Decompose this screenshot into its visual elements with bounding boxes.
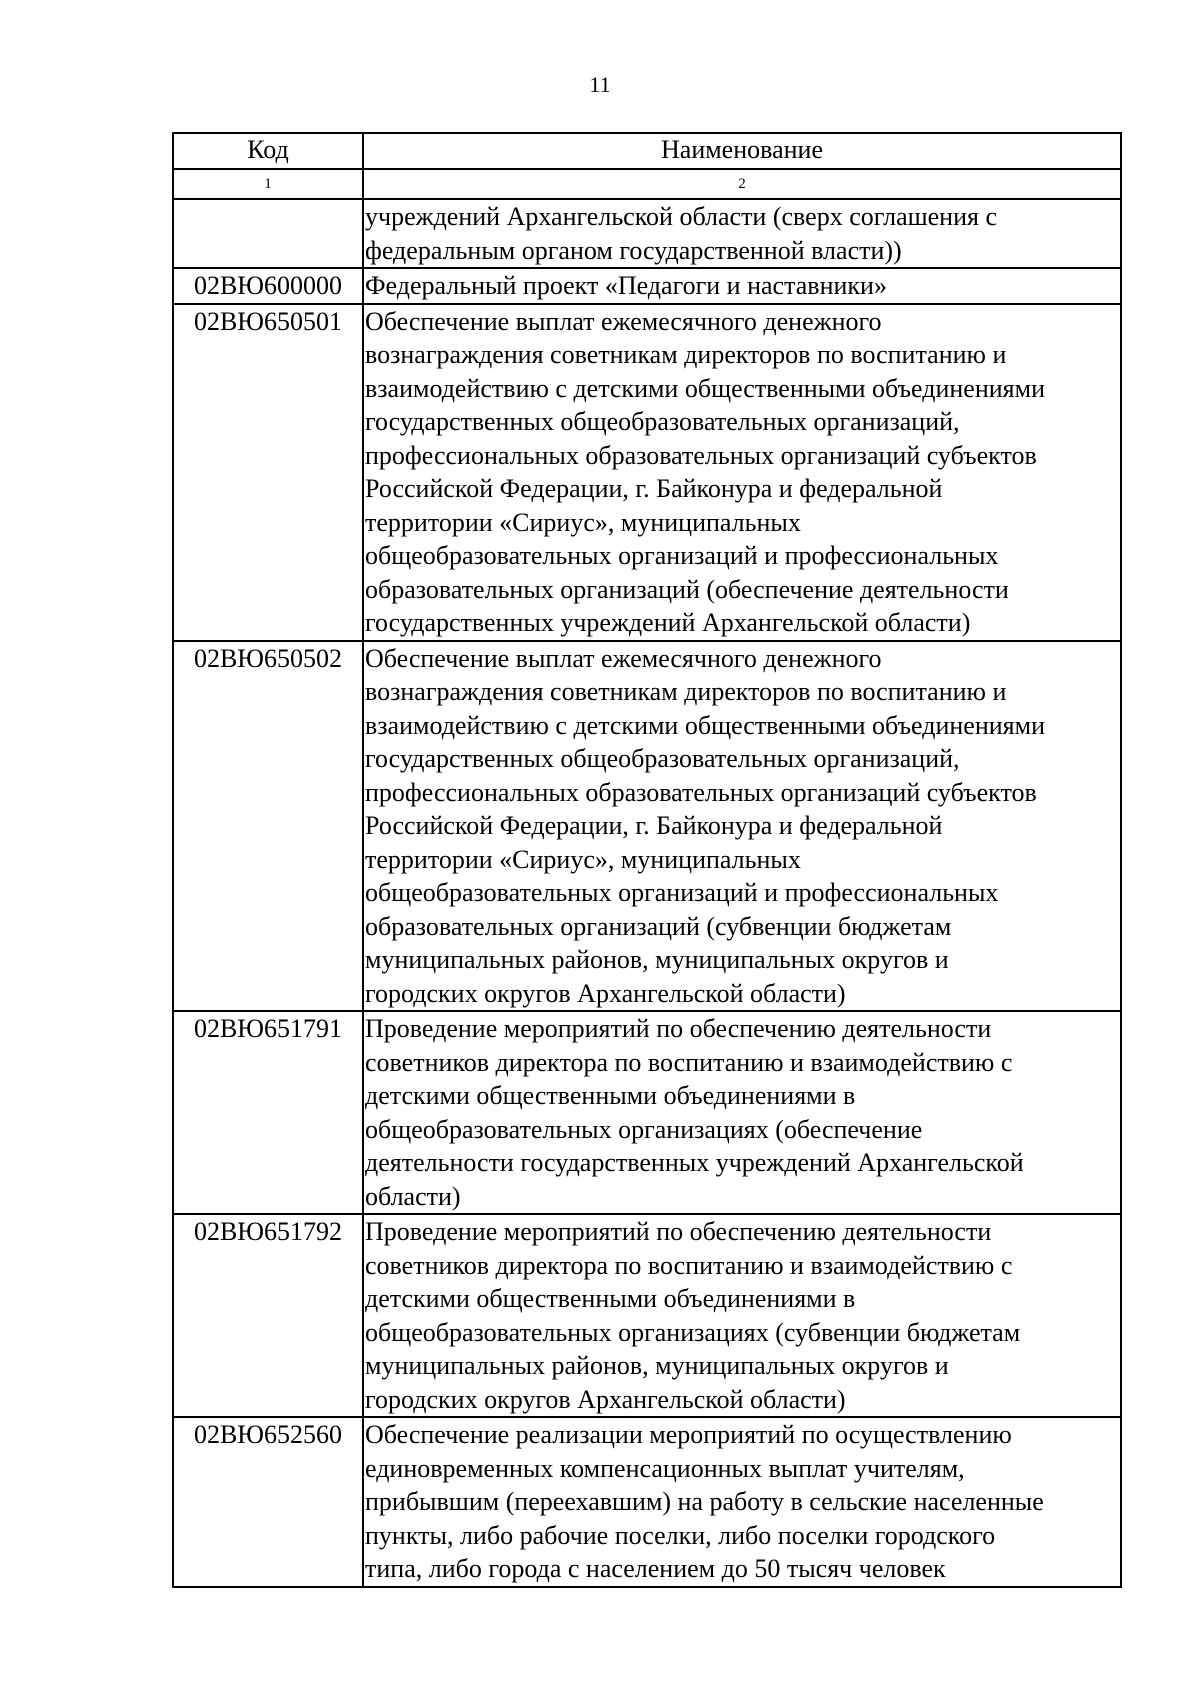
row-code: 02ВЮ651791: [173, 1011, 363, 1214]
row-code: [173, 199, 363, 268]
table-row: [173, 1011, 1121, 1214]
budget-code-table: [172, 132, 1122, 1588]
row-code: 02ВЮ651792: [173, 1214, 363, 1417]
table-row: [173, 268, 1121, 304]
row-code: 02ВЮ600000: [173, 268, 363, 304]
row-name: Обеспечение выплат ежемесячного денежного вознаграждения советникам директоров по воспитанию и взаимодействию с детскими общественными объединениями государственных общеобразовательных организаций, профессиональных образовательных организаций субъектов Российской Федерации, г. Байконура и федеральной территории «Сириус», муниципальных общеобразовательных организаций и профессиональных образовательных организаций (обеспечение деятельности государственных учреждений Архангельской области): [363, 304, 1121, 641]
row-code: 02ВЮ652560: [173, 1417, 363, 1587]
table-row: [173, 1417, 1121, 1587]
row-name: учреждений Архангельской области (сверх соглашения с федеральным органом государственной власти)): [363, 199, 1121, 268]
column-number-name: 2: [363, 169, 1121, 199]
table-row: [173, 641, 1121, 1012]
header-name: Наименование: [363, 133, 1121, 169]
table-row: [173, 304, 1121, 641]
column-number-code: 1: [173, 169, 363, 199]
page-number: 11: [589, 72, 611, 97]
row-name: Проведение мероприятий по обеспечению деятельности советников директора по воспитанию и взаимодействию с детскими общественными объединениями в общеобразовательных организациях (субвенции бюджетам муниципальных районов, муниципальных округов и городских округов Архангельской области): [363, 1214, 1121, 1417]
table-row: [173, 199, 1121, 268]
row-name: Федеральный проект «Педагоги и наставники»: [363, 268, 1121, 304]
row-name: Обеспечение реализации мероприятий по осуществлению единовременных компенсационных выплат учителям, прибывшим (переехавшим) на работу в сельские населенные пункты, либо рабочие поселки, либо поселки городского типа, либо города с населением до 50 тысяч человек: [363, 1417, 1121, 1587]
column-number-row: [173, 169, 1121, 199]
row-code: 02ВЮ650502: [173, 641, 363, 1012]
table-row: [173, 1214, 1121, 1417]
row-name: Проведение мероприятий по обеспечению деятельности советников директора по воспитанию и взаимодействию с детскими общественными объединениями в общеобразовательных организациях (обеспечение деятельности государственных учреждений Архангельской области): [363, 1011, 1121, 1214]
row-code: 02ВЮ650501: [173, 304, 363, 641]
table-header-row: [173, 133, 1121, 169]
header-code: Код: [173, 133, 363, 169]
row-name: Обеспечение выплат ежемесячного денежного вознаграждения советникам директоров по воспитанию и взаимодействию с детскими общественными объединениями государственных общеобразовательных организаций, профессиональных образовательных организаций субъектов Российской Федерации, г. Байконура и федеральной территории «Сириус», муниципальных общеобразовательных организаций и профессиональных образовательных организаций (субвенции бюджетам муниципальных районов, муниципальных округов и городских округов Архангельской области): [363, 641, 1121, 1012]
